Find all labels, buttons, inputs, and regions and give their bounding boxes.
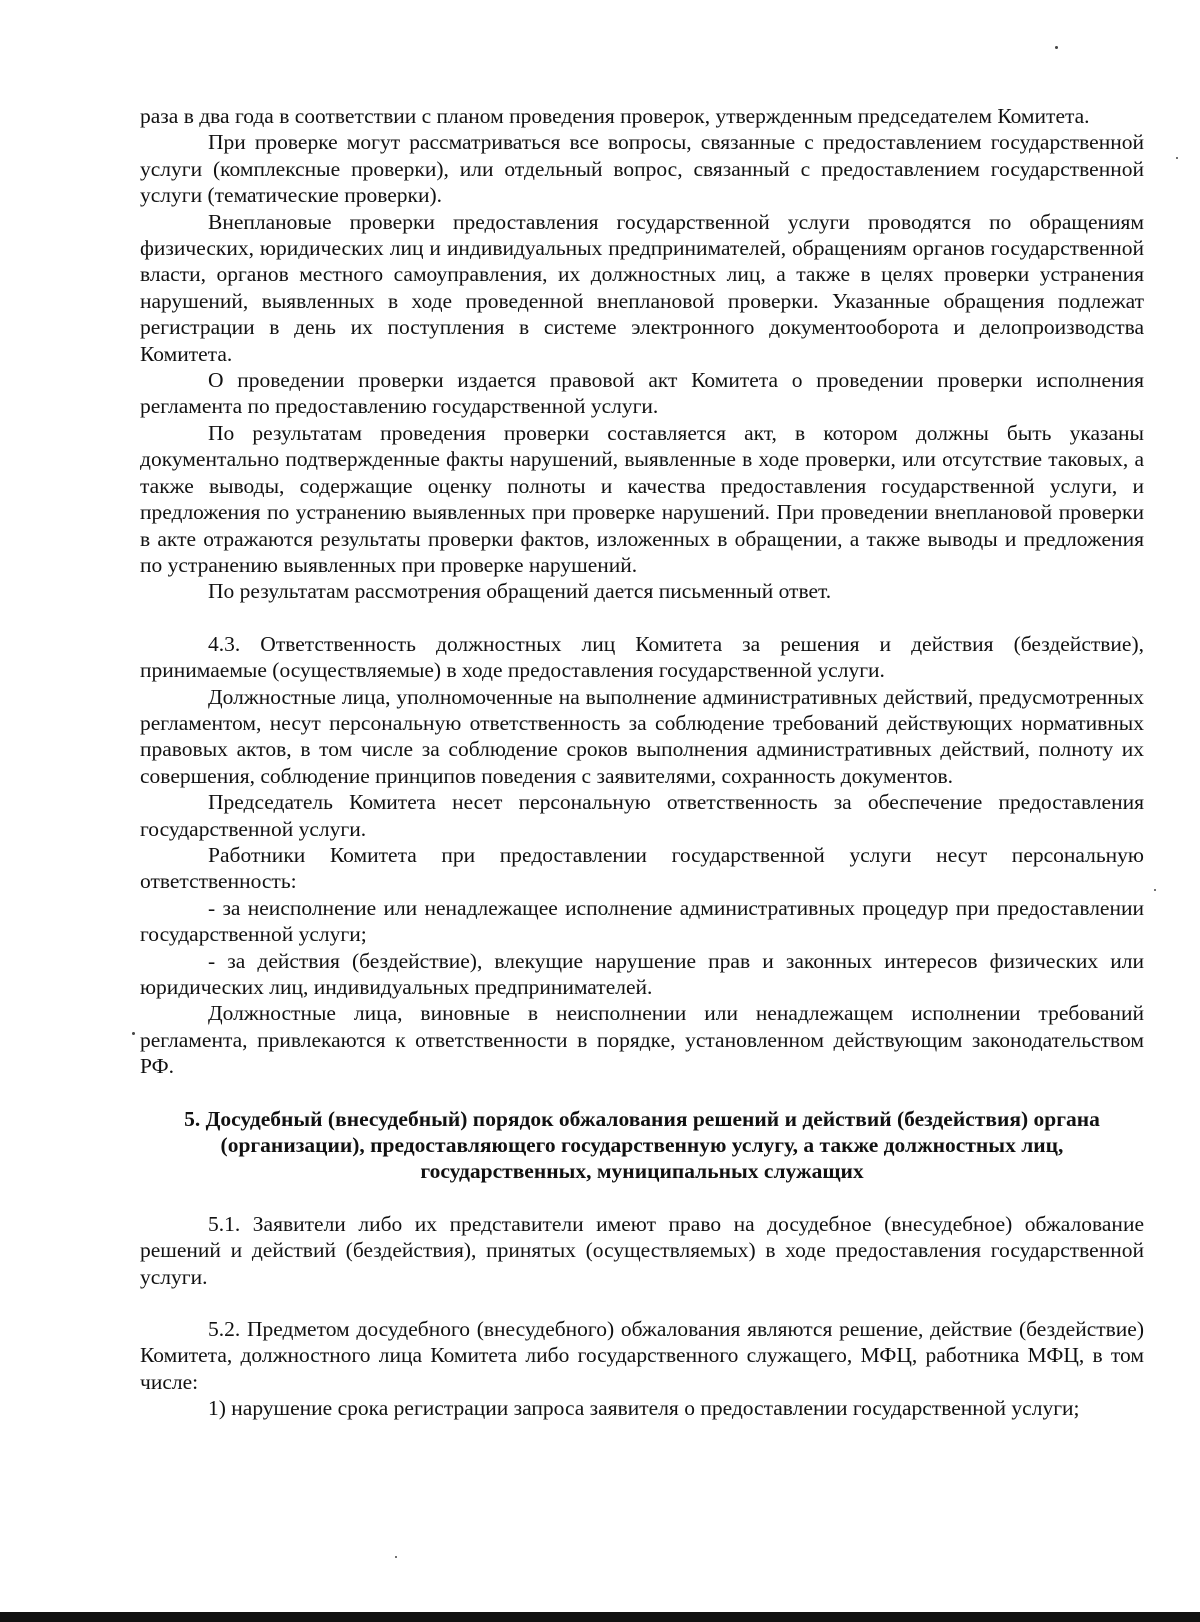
paragraph: 5.1. Заявители либо их представители имеют право на досудебное (внесудебное) обжалование решений и действий (бездействия), принятых (осуществляемых) в ходе предоставления государственной услуги. — [140, 1211, 1144, 1289]
section-4-2-continuation — [140, 103, 1144, 605]
scan-speck — [395, 1556, 397, 1558]
paragraph: Председатель Комитета несет персональную ответственность за обеспечение предоставления государственной услуги. — [140, 790, 1144, 841]
paragraph: По результатам рассмотрения обращений дается письменный ответ. — [208, 579, 832, 604]
document-page — [140, 103, 1144, 1422]
list-item: 1) нарушение срока регистрации запроса заявителя о предоставлении государственной услуги; — [208, 1396, 1080, 1421]
list-item: - за неисполнение или ненадлежащее исполнение административных процедур при предоставлении государственной услуги; — [140, 895, 1144, 947]
spacer — [140, 605, 1144, 631]
paragraph: 4.3. Ответственность должностных лиц Комитета за решения и действия (бездействие), принимаемые (осуществляемые) в ходе предоставления государственной услуги. — [140, 631, 1144, 683]
section-4-3 — [140, 631, 1144, 1080]
paragraph: Внеплановые проверки предоставления государственной услуги проводятся по обращениям физических, юридических лиц и индивидуальных предпринимателей, обращениям органов государственной власти, органов местного самоуправления, их должностных лиц, а также в целях проверки устранения нарушений, выявленных в ходе проведенной внеплановой проверки. Указанные обращения подлежат регистрации в день их поступления в системе электронного документооборота и делопроизводства Комитета. — [140, 209, 1144, 366]
scan-speck — [1176, 157, 1178, 159]
scan-speck — [1055, 46, 1058, 49]
spacer — [140, 1080, 1144, 1106]
paragraph: Должностные лица, виновные в неисполнении или ненадлежащем исполнении требований регламента, привлекаются к ответственности в порядке, установленном действующим законодательством РФ. — [140, 1001, 1144, 1079]
paragraph: О проведении проверки издается правовой акт Комитета о проведении проверки исполнения регламента по предоставлению государственной услуги. — [140, 368, 1144, 419]
list-item: - за действия (бездействие), влекущие нарушение прав и законных интересов физических или юридических лиц, индивидуальных предпринимателей. — [140, 948, 1144, 999]
paragraph: раза в два года в соответствии с планом проведения проверок, утвержденным председателем Комитета. — [140, 104, 1090, 128]
scan-speck — [1154, 889, 1156, 891]
paragraph: По результатам проведения проверки составляется акт, в котором должны быть указаны документально подтвержденные факты нарушений, выявленные в ходе проверки, или отсутствие таковых, а также выводы, содержащие оценку полноты и качества предоставления государственной услуги, и предложения по устранению выявленных при проверке нарушений. При проведении внеплановой проверки в акте отражаются результаты проверки фактов, изложенных в обращении, а также выводы и предложения по устранению выявленных при проверке нарушений. — [140, 420, 1144, 577]
scan-border — [0, 1612, 1200, 1622]
paragraph: 5.2. Предметом досудебного (внесудебного) обжалования являются решение, действие (бездействие) Комитета, должностного лица Комитета либо государственного служащего, МФЦ, работника МФЦ, в том числе: — [140, 1317, 1144, 1394]
section-5-2 — [140, 1316, 1144, 1422]
scan-speck — [132, 1032, 135, 1035]
paragraph: При проверке могут рассматриваться все вопросы, связанные с предоставлением государственной услуги (комплексные проверки), или отдельный вопрос, связанный с предоставлением государственной услуги (тематические проверки). — [140, 130, 1144, 208]
spacer — [140, 1290, 1144, 1316]
spacer — [140, 1185, 1144, 1211]
paragraph: Должностные лица, уполномоченные на выполнение административных действий, предусмотренных регламентом, несут персональную ответственность за соблюдение требований действующих нормативных правовых актов, в том числе за соблюдение сроков выполнения административных действий, полноту их совершения, соблюдение принципов поведения с заявителями, сохранность документов. — [140, 684, 1144, 788]
paragraph: Работники Комитета при предоставлении государственной услуги несут персональную ответственность: — [140, 842, 1144, 894]
section-heading: 5. Досудебный (внесудебный) порядок обжалования решений и действий (бездействия) органа (организации), предоставляющего государственную услугу, а также должностных лиц, государственных, муниципальных служащих — [184, 1106, 1100, 1184]
